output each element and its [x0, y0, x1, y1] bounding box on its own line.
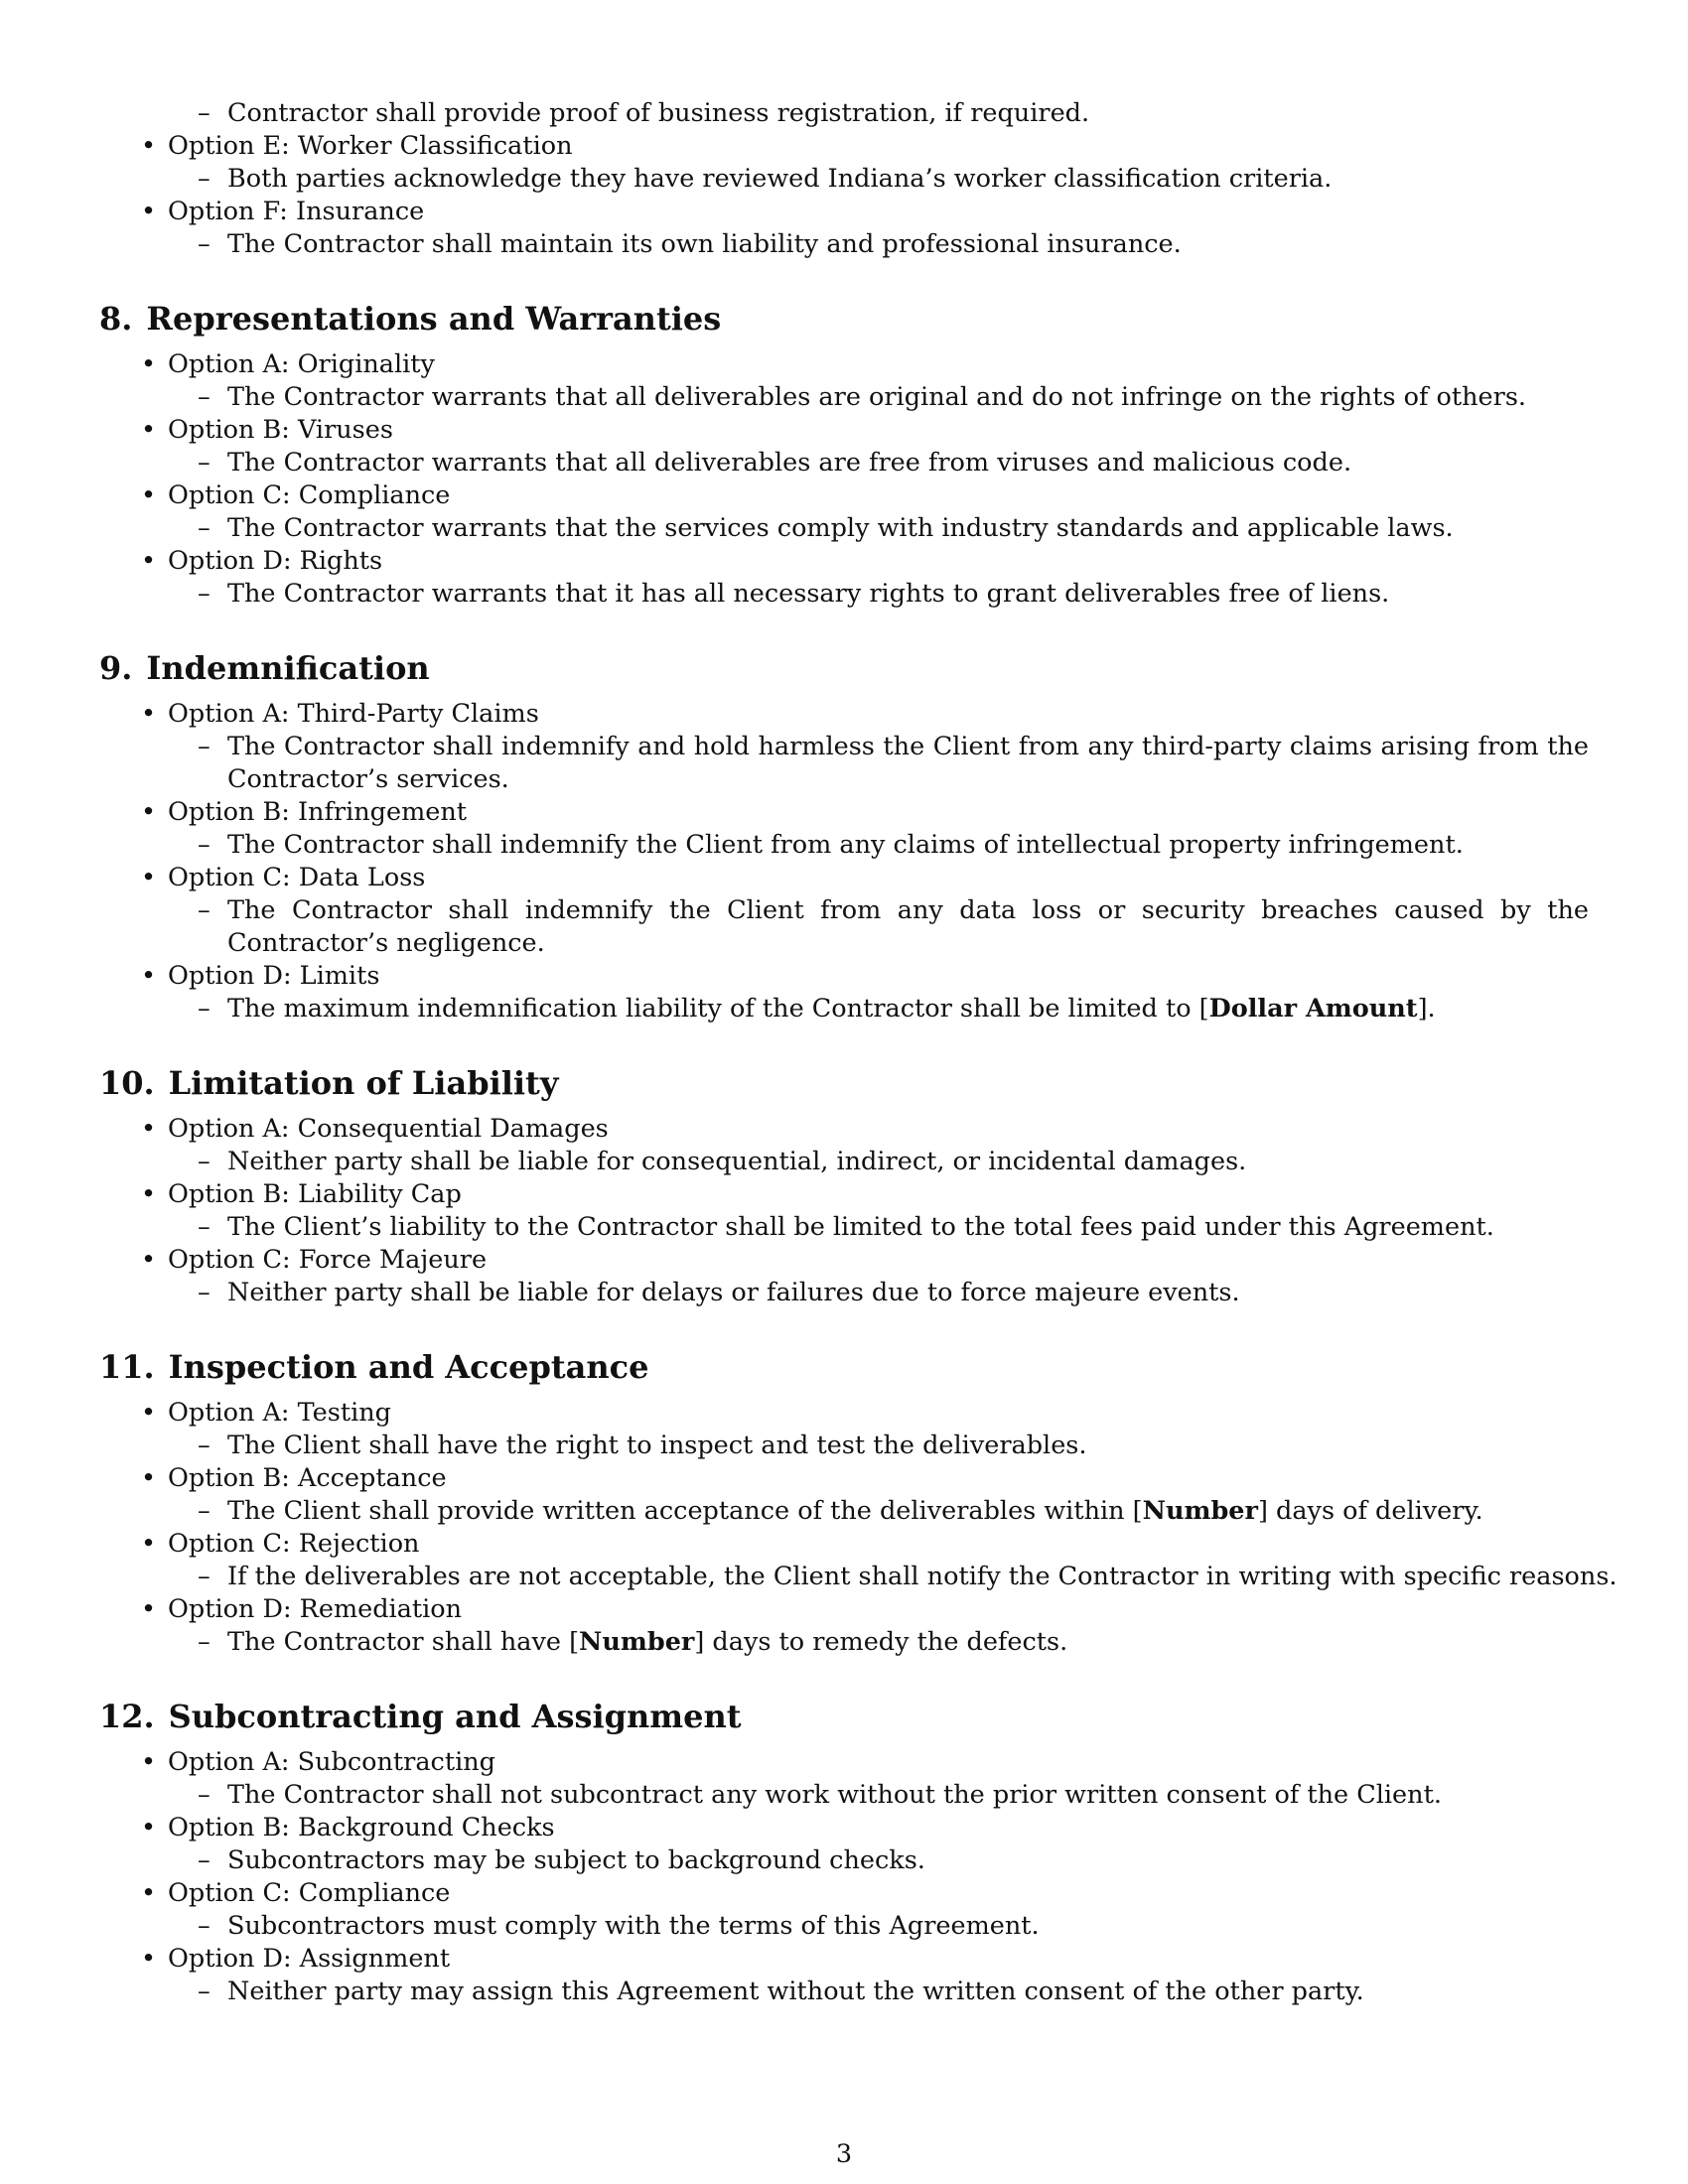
dash-marker: – — [198, 1562, 211, 1591]
s12-option-a-detail: – The Contractor shall not subcontract any work without the prior written consent of the Client. — [198, 1780, 1442, 1810]
dash-marker: – — [198, 1780, 211, 1810]
s9-option-d: • Option D: Limits — [141, 961, 380, 991]
s8-option-d-detail: – The Contractor warrants that it has all necessary rights to grant deliverables free of liens. — [198, 579, 1390, 609]
s9-option-b: • Option B: Infringement — [141, 797, 468, 827]
bullet-marker: • — [141, 1594, 157, 1624]
s8-option-a-detail: – The Contractor warrants that all deliverables are original and do not infringe on the rights of others. — [198, 382, 1527, 412]
dash-marker: – — [198, 1977, 211, 2006]
dash-marker: – — [198, 579, 211, 609]
dash-marker: – — [198, 1278, 211, 1307]
s8-option-b: • Option B: Viruses — [141, 415, 393, 445]
s9-option-b-detail: – The Contractor shall indemnify the Client from any claims of intellectual property infringement. — [198, 830, 1464, 860]
bullet-marker: • — [141, 1529, 157, 1559]
s9-option-a: • Option A: Third-Party Claims — [141, 699, 539, 729]
dash-marker: – — [198, 1845, 211, 1875]
s12-option-d: • Option D: Assignment — [141, 1944, 451, 1974]
section-heading-8: 8. Representations and Warranties — [99, 300, 722, 338]
s11-option-a-detail: – The Client shall have the right to inspect and test the deliverables. — [198, 1431, 1087, 1460]
s10-option-c-detail: – Neither party shall be liable for delays or failures due to force majeure events. — [198, 1278, 1240, 1307]
s12-option-c: • Option C: Compliance — [141, 1878, 451, 1908]
s11-option-d-detail: – The Contractor shall have [Number] days to remedy the defects. — [198, 1627, 1068, 1657]
s12-option-b-detail: – Subcontractors may be subject to background checks. — [198, 1845, 925, 1875]
bullet-marker: • — [141, 797, 157, 827]
dash-marker: – — [198, 830, 211, 860]
dash-marker: – — [198, 229, 211, 259]
dash-marker: – — [198, 1627, 211, 1657]
bullet-marker: • — [141, 546, 157, 576]
option-f: • Option F: Insurance — [141, 197, 425, 226]
section-heading-10: 10. Limitation of Liability — [99, 1064, 559, 1102]
s10-option-b: • Option B: Liability Cap — [141, 1179, 462, 1209]
s8-option-a: • Option A: Originality — [141, 349, 435, 379]
dash-marker: – — [198, 732, 211, 761]
s8-option-d: • Option D: Rights — [141, 546, 383, 576]
dash-marker: – — [198, 1147, 211, 1176]
s10-option-b-detail: – The Client’s liability to the Contractor shall be limited to the total fees paid under this Agreement. — [198, 1212, 1494, 1242]
bullet-marker: • — [141, 863, 157, 892]
bullet-marker: • — [141, 1245, 157, 1275]
bullet-marker: • — [141, 1398, 157, 1428]
bullet-marker: • — [141, 131, 157, 161]
dash-marker: – — [198, 382, 211, 412]
s10-option-a-detail: – Neither party shall be liable for consequential, indirect, or incidental damages. — [198, 1147, 1247, 1176]
s8-option-b-detail: – The Contractor warrants that all deliverables are free from viruses and malicious code. — [198, 448, 1352, 478]
placeholder-number: Number — [1142, 1496, 1258, 1526]
s11-option-b-detail: – The Client shall provide written acceptance of the deliverables within [Number] days of delivery. — [198, 1496, 1483, 1526]
s9-option-a-detail: – The Contractor shall indemnify and hold harmless the Client from any third-party claims arising from the Contractor’s services. — [198, 732, 1589, 794]
document-page — [99, 97, 1618, 2008]
dash-marker: – — [198, 448, 211, 478]
s9-option-c-detail: – The Contractor shall indemnify the Client from any data loss or security breaches caused by the Contractor’s negligence. — [198, 895, 1589, 958]
dash-marker: – — [198, 513, 211, 543]
s9-option-d-detail: – The maximum indemnification liability of the Contractor shall be limited to [Dollar Amount]. — [198, 994, 1436, 1024]
s10-option-a: • Option A: Consequential Damages — [141, 1114, 609, 1144]
page-number: 3 — [835, 2139, 853, 2169]
option-d-detail: – Contractor shall provide proof of business registration, if required. — [198, 98, 1090, 128]
bullet-marker: • — [141, 480, 157, 510]
bullet-marker: • — [141, 349, 157, 379]
s12-option-d-detail: – Neither party may assign this Agreement without the written consent of the other party. — [198, 1977, 1364, 2006]
bullet-marker: • — [141, 1944, 157, 1974]
s9-option-c: • Option C: Data Loss — [141, 863, 426, 892]
bullet-marker: • — [141, 1179, 157, 1209]
dash-marker: – — [198, 895, 211, 925]
s12-option-b: • Option B: Background Checks — [141, 1813, 555, 1843]
dash-marker: – — [198, 1911, 211, 1941]
s11-option-d: • Option D: Remediation — [141, 1594, 463, 1624]
s12-option-c-detail: – Subcontractors must comply with the terms of this Agreement. — [198, 1911, 1040, 1941]
s11-option-c-detail: – If the deliverables are not acceptable, the Client shall notify the Contractor in writing with specific reasons. — [198, 1562, 1618, 1591]
s12-option-a: • Option A: Subcontracting — [141, 1747, 495, 1777]
section-heading-11: 11. Inspection and Acceptance — [99, 1348, 649, 1386]
bullet-marker: • — [141, 1813, 157, 1843]
dash-marker: – — [198, 1212, 211, 1242]
bullet-marker: • — [141, 415, 157, 445]
dash-marker: – — [198, 1431, 211, 1460]
s10-option-c: • Option C: Force Majeure — [141, 1245, 488, 1275]
placeholder-number: Number — [579, 1627, 695, 1657]
s8-option-c: • Option C: Compliance — [141, 480, 451, 510]
s11-option-b: • Option B: Acceptance — [141, 1463, 447, 1493]
s11-option-c: • Option C: Rejection — [141, 1529, 420, 1559]
bullet-marker: • — [141, 1114, 157, 1144]
bullet-marker: • — [141, 1463, 157, 1493]
s11-option-a: • Option A: Testing — [141, 1398, 391, 1428]
dash-marker: – — [198, 1496, 211, 1526]
bullet-marker: • — [141, 1878, 157, 1908]
dash-marker: – — [198, 98, 211, 128]
bullet-marker: • — [141, 699, 157, 729]
section-heading-12: 12. Subcontracting and Assignment — [99, 1698, 742, 1735]
bullet-marker: • — [141, 197, 157, 226]
placeholder-dollar-amount: Dollar Amount — [1208, 994, 1418, 1024]
section-heading-9: 9. Indemnification — [99, 649, 430, 687]
s8-option-c-detail: – The Contractor warrants that the services comply with industry standards and applicable laws. — [198, 513, 1454, 543]
bullet-marker: • — [141, 1747, 157, 1777]
bullet-marker: • — [141, 961, 157, 991]
dash-marker: – — [198, 994, 211, 1024]
option-e: • Option E: Worker Classification — [141, 131, 573, 161]
option-f-detail: – The Contractor shall maintain its own liability and professional insurance. — [198, 229, 1182, 259]
option-e-detail: – Both parties acknowledge they have reviewed Indiana’s worker classification criteria. — [198, 164, 1333, 194]
dash-marker: – — [198, 164, 211, 194]
